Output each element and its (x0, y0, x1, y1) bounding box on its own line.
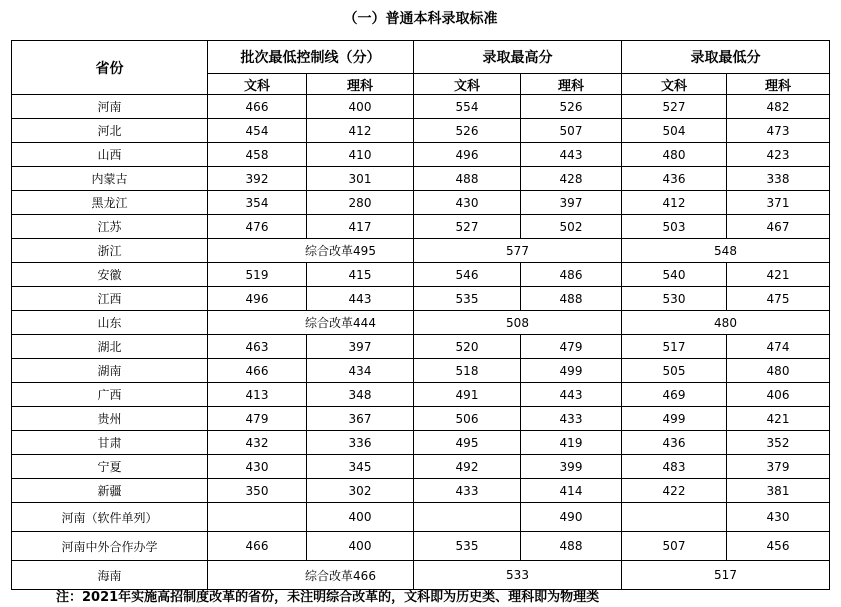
province-cell: 河南 (12, 95, 208, 119)
max-score-header: 录取最高分 (414, 41, 622, 74)
province-cell: 江西 (12, 287, 208, 311)
score-cell: 467 (727, 215, 830, 239)
wen-header: 文科 (622, 74, 727, 95)
score-cell: 527 (622, 95, 727, 119)
province-cell: 浙江 (12, 239, 208, 263)
score-cell: 350 (208, 479, 307, 503)
merged-score-cell: 综合改革495 (208, 239, 414, 263)
score-cell: 517 (622, 335, 727, 359)
province-header: 省份 (12, 41, 208, 95)
score-cell: 475 (727, 287, 830, 311)
score-cell: 436 (622, 167, 727, 191)
score-cell: 499 (521, 359, 622, 383)
table-row (12, 119, 830, 143)
table-row (12, 335, 830, 359)
score-cell: 430 (727, 503, 830, 532)
score-cell: 490 (521, 503, 622, 532)
score-cell: 466 (208, 359, 307, 383)
wen-header: 文科 (208, 74, 307, 95)
table-row (12, 143, 830, 167)
table-row (12, 239, 830, 263)
score-cell: 479 (208, 407, 307, 431)
merged-score-cell: 577 (414, 239, 622, 263)
score-cell: 527 (414, 215, 521, 239)
score-cell: 381 (727, 479, 830, 503)
score-cell: 466 (208, 95, 307, 119)
score-cell: 400 (307, 503, 414, 532)
score-cell: 413 (208, 383, 307, 407)
score-cell: 488 (414, 167, 521, 191)
score-cell: 554 (414, 95, 521, 119)
score-cell: 492 (414, 455, 521, 479)
score-cell: 530 (622, 287, 727, 311)
wen-header: 文科 (414, 74, 521, 95)
score-cell: 433 (414, 479, 521, 503)
score-cell: 499 (622, 407, 727, 431)
table-row (12, 263, 830, 287)
score-cell: 280 (307, 191, 414, 215)
table-row (12, 359, 830, 383)
province-cell: 山东 (12, 311, 208, 335)
score-cell: 520 (414, 335, 521, 359)
score-cell: 400 (307, 532, 414, 561)
score-cell: 400 (307, 95, 414, 119)
table-row (12, 407, 830, 431)
score-cell: 392 (208, 167, 307, 191)
score-cell: 507 (622, 532, 727, 561)
admission-standards-table (11, 40, 830, 590)
score-cell: 406 (727, 383, 830, 407)
score-cell: 458 (208, 143, 307, 167)
score-cell: 302 (307, 479, 414, 503)
province-cell: 河北 (12, 119, 208, 143)
score-cell: 352 (727, 431, 830, 455)
score-cell: 518 (414, 359, 521, 383)
province-cell: 黑龙江 (12, 191, 208, 215)
score-cell: 474 (727, 335, 830, 359)
province-cell: 湖南 (12, 359, 208, 383)
province-cell: 山西 (12, 143, 208, 167)
score-cell: 504 (622, 119, 727, 143)
table-row (12, 287, 830, 311)
score-cell: 483 (622, 455, 727, 479)
score-cell: 430 (208, 455, 307, 479)
score-cell: 428 (521, 167, 622, 191)
score-cell: 482 (727, 95, 830, 119)
score-cell: 488 (521, 287, 622, 311)
score-cell: 540 (622, 263, 727, 287)
merged-score-cell: 548 (622, 239, 830, 263)
score-cell: 379 (727, 455, 830, 479)
province-cell: 内蒙古 (12, 167, 208, 191)
province-cell: 河南（软件单列） (12, 503, 208, 532)
score-cell: 479 (521, 335, 622, 359)
score-cell (208, 503, 307, 532)
table-row (12, 95, 830, 119)
merged-score-cell: 综合改革444 (208, 311, 414, 335)
score-cell: 367 (307, 407, 414, 431)
table-row (12, 383, 830, 407)
score-cell: 496 (208, 287, 307, 311)
score-cell: 399 (521, 455, 622, 479)
score-cell: 436 (622, 431, 727, 455)
score-cell: 476 (208, 215, 307, 239)
score-cell: 506 (414, 407, 521, 431)
score-cell: 443 (307, 287, 414, 311)
min-score-header: 录取最低分 (622, 41, 830, 74)
merged-score-cell: 508 (414, 311, 622, 335)
score-cell: 410 (307, 143, 414, 167)
province-cell: 江苏 (12, 215, 208, 239)
province-cell: 新疆 (12, 479, 208, 503)
table-row (12, 215, 830, 239)
score-cell: 491 (414, 383, 521, 407)
score-cell: 443 (521, 383, 622, 407)
score-cell: 412 (622, 191, 727, 215)
province-cell: 湖北 (12, 335, 208, 359)
province-cell: 安徽 (12, 263, 208, 287)
score-cell: 480 (727, 359, 830, 383)
score-cell: 519 (208, 263, 307, 287)
score-cell: 535 (414, 532, 521, 561)
score-cell: 397 (307, 335, 414, 359)
score-cell: 486 (521, 263, 622, 287)
score-cell: 463 (208, 335, 307, 359)
score-cell: 432 (208, 431, 307, 455)
score-cell: 535 (414, 287, 521, 311)
score-cell: 423 (727, 143, 830, 167)
score-cell: 466 (208, 532, 307, 561)
score-cell: 419 (521, 431, 622, 455)
score-cell: 469 (622, 383, 727, 407)
score-cell: 412 (307, 119, 414, 143)
score-cell: 336 (307, 431, 414, 455)
score-cell: 397 (521, 191, 622, 215)
score-cell: 526 (414, 119, 521, 143)
score-cell: 495 (414, 431, 521, 455)
footnote: 注：2021年实施高招制度改革的省份，未注明综合改革的，文科即为历史类、理科即为物理类 (56, 590, 600, 605)
score-cell: 433 (521, 407, 622, 431)
province-cell: 甘肃 (12, 431, 208, 455)
score-cell (414, 503, 521, 532)
province-cell: 海南 (12, 561, 208, 590)
score-cell: 480 (622, 143, 727, 167)
score-cell: 456 (727, 532, 830, 561)
score-cell: 301 (307, 167, 414, 191)
score-cell: 338 (727, 167, 830, 191)
province-cell: 河南中外合作办学 (12, 532, 208, 561)
table-row (12, 191, 830, 215)
score-cell: 496 (414, 143, 521, 167)
score-cell: 454 (208, 119, 307, 143)
score-cell (622, 503, 727, 532)
score-cell: 421 (727, 407, 830, 431)
province-cell: 广西 (12, 383, 208, 407)
score-cell: 526 (521, 95, 622, 119)
score-cell: 430 (414, 191, 521, 215)
score-cell: 348 (307, 383, 414, 407)
score-cell: 434 (307, 359, 414, 383)
score-cell: 414 (521, 479, 622, 503)
score-cell: 415 (307, 263, 414, 287)
table-row (12, 479, 830, 503)
score-cell: 421 (727, 263, 830, 287)
score-cell: 473 (727, 119, 830, 143)
merged-score-cell: 533 (414, 561, 622, 590)
score-cell: 488 (521, 532, 622, 561)
score-cell: 417 (307, 215, 414, 239)
province-cell: 宁夏 (12, 455, 208, 479)
score-cell: 507 (521, 119, 622, 143)
score-cell: 502 (521, 215, 622, 239)
li-header: 理科 (307, 74, 414, 95)
score-cell: 354 (208, 191, 307, 215)
score-cell: 371 (727, 191, 830, 215)
table-row (12, 311, 830, 335)
page-title: （一）普通本科录取标准 (343, 11, 498, 27)
merged-score-cell: 517 (622, 561, 830, 590)
table-row (12, 503, 830, 532)
score-cell: 422 (622, 479, 727, 503)
score-cell: 505 (622, 359, 727, 383)
province-cell: 贵州 (12, 407, 208, 431)
table-row (12, 167, 830, 191)
score-cell: 345 (307, 455, 414, 479)
table-row (12, 455, 830, 479)
score-cell: 503 (622, 215, 727, 239)
merged-score-cell: 综合改革466 (208, 561, 414, 590)
table-row (12, 431, 830, 455)
score-cell: 443 (521, 143, 622, 167)
merged-score-cell: 480 (622, 311, 830, 335)
table-row (12, 532, 830, 561)
score-cell: 546 (414, 263, 521, 287)
batch-control-line-header: 批次最低控制线（分） (208, 41, 414, 74)
li-header: 理科 (727, 74, 830, 95)
li-header: 理科 (521, 74, 622, 95)
